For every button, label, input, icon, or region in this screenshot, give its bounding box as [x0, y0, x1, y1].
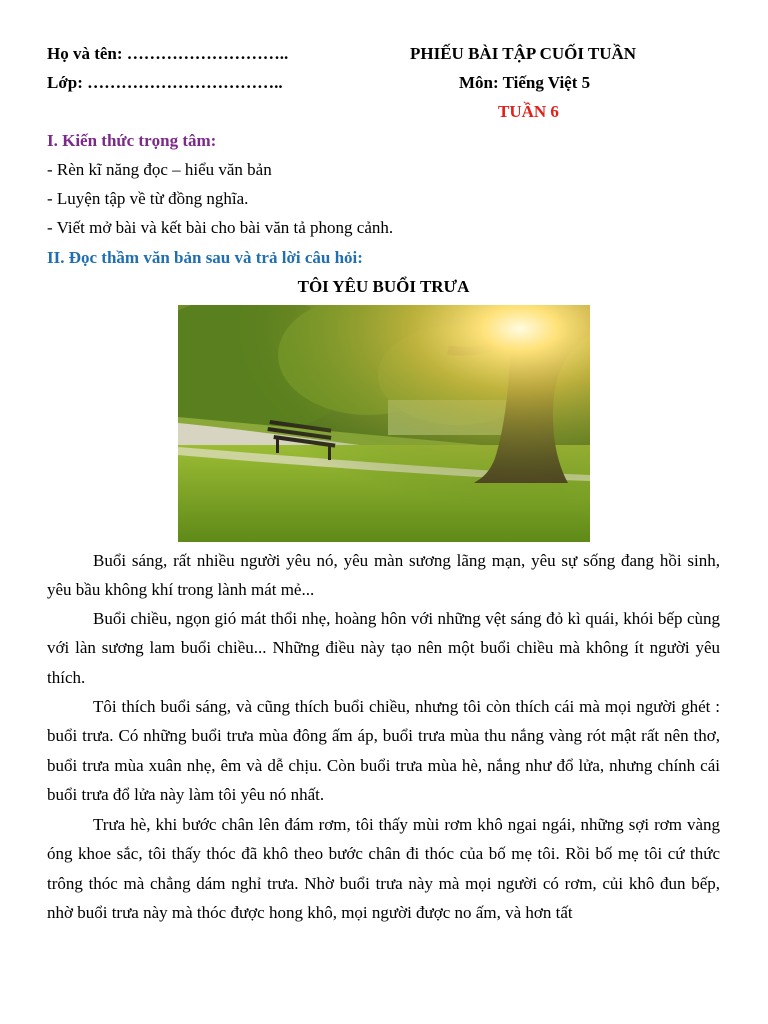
section-1-heading: I. Kiến thức trọng tâm:	[47, 131, 217, 150]
story-paragraph: Buổi chiều, ngọn gió mát thổi nhẹ, hoàng hôn với những vệt sáng đỏ kì quái, khói bếp cùng với làn sương lam buổi chiều... Những điều này tạo nên một buổi chiều mà không ít người yêu thích.	[47, 609, 720, 687]
subject-label: Môn: Tiếng Việt 5	[459, 73, 591, 92]
story-title: TÔI YÊU BUỔI TRƯA	[297, 277, 470, 296]
sheet-title: PHIẾU BÀI TẬP CUỐI TUẦN	[410, 44, 637, 63]
section-1-item: - Rèn kĩ năng đọc – hiểu văn bản	[47, 160, 272, 179]
section-1-item: - Viết mở bài và kết bài cho bài văn tả phong cảnh.	[47, 218, 394, 237]
story-paragraph: Buổi sáng, rất nhiều người yêu nó, yêu màn sương lãng mạn, yêu sự sống đang hồi sinh, yêu bầu không khí trong lành mát mẻ...	[47, 551, 720, 600]
student-name-field: Họ và tên: ………………………..	[47, 44, 289, 63]
story-paragraph: Tôi thích buổi sáng, và cũng thích buổi chiều, nhưng tôi còn thích cái mà mọi người ghét : buổi trưa. Có những buổi trưa mùa đông ấm áp, buổi trưa mùa thu nắng vàng rót mật rất nên thơ, buổi trưa mùa xuân nhẹ, êm và dễ chịu. Còn buổi trưa mùa hè, nắng như đổ lửa, nhưng chính cái buổi trưa đổ lửa này làm tôi yêu nó nhất.	[47, 697, 720, 804]
story-paragraph: Trưa hè, khi bước chân lên đám rơm, tôi thấy mùi rơm khô ngai ngái, những sợi rơm vàng óng khoe sắc, tôi thấy thóc đã khô theo bước chân đi thóc của bố mẹ tôi. Rồi bố mẹ tôi cứ thức trông thóc mà chẳng dám nghỉ trưa. Nhờ buổi trưa này mà mọi người có rơm, củi khô đun bếp, nhờ buổi trưa này mà thóc được hong khô, mọi người được no ấm, và hơn tất	[47, 815, 720, 922]
section-2-heading: II. Đọc thầm văn bản sau và trả lời câu hỏi:	[47, 248, 363, 267]
week-label: TUẦN 6	[498, 102, 559, 121]
section-1-item: - Luyện tập về từ đồng nghĩa.	[47, 189, 249, 208]
park-bench-illustration	[178, 305, 590, 542]
class-field: Lớp: ……………………………..	[47, 73, 283, 92]
